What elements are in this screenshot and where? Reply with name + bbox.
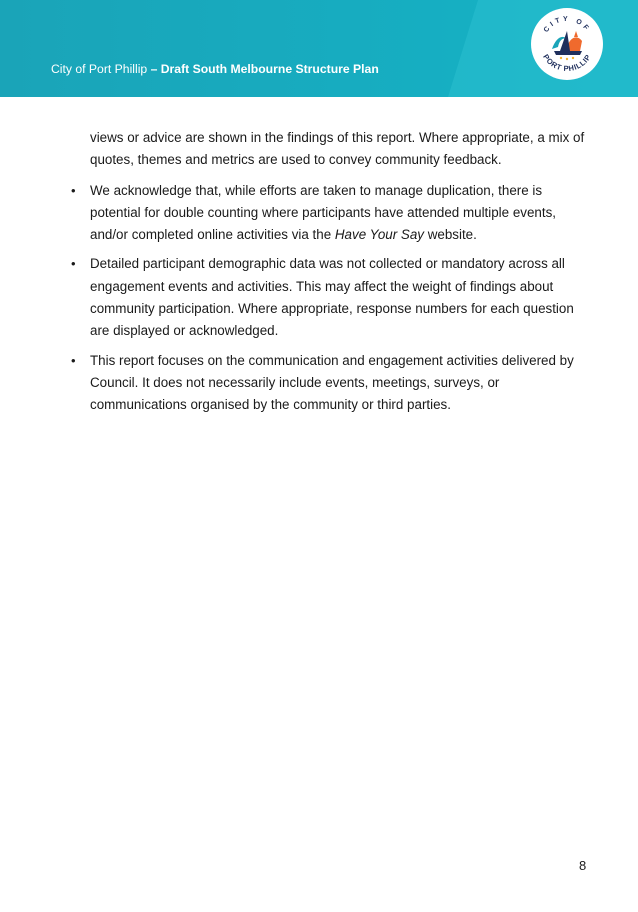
header-title xyxy=(51,62,379,76)
page-content xyxy=(63,127,593,424)
bullet-icon: • xyxy=(71,182,76,198)
bullet-item-scope xyxy=(63,350,593,417)
bullet-text: Detailed participant demographic data was not collected or mandatory across all engagement events and activities. This may affect the weight of findings about community participation. Where appropriate, response numbers for each question are displayed or acknowledged. xyxy=(90,256,574,339)
bullet-text: This report focuses on the communication and engagement activities delivered by Council. It does not necessarily include events, meetings, surveys, or communications organised by the community or third parties. xyxy=(90,352,574,413)
page-header xyxy=(0,0,638,97)
logo-bottom-text: PORT PHILLIP xyxy=(541,52,593,74)
bullet-icon: • xyxy=(71,256,76,272)
page-number: 8 xyxy=(579,858,587,873)
city-of-port-phillip-logo xyxy=(530,7,604,81)
header-org-name: City of Port Phillip xyxy=(51,62,148,76)
bullet-icon: • xyxy=(71,352,76,368)
logo-top-text: CITY OF xyxy=(542,15,592,34)
bullet-item-duplication xyxy=(63,180,593,247)
bullet-text-after: website. xyxy=(423,227,477,243)
bullet-item-demographics xyxy=(63,253,593,342)
header-document-title: – Draft South Melbourne Structure Plan xyxy=(150,62,379,76)
continued-paragraph: views or advice are shown in the findings of this report. Where appropriate, a mix of quotes, themes and metrics are used to convey community feedback. xyxy=(90,130,585,168)
bullet-list xyxy=(63,180,593,417)
bullet-text-emphasis: Have Your Say xyxy=(334,227,424,243)
bullet-text-before: We acknowledge that, while efforts are taken to manage duplication, there is potential for double counting where participants have attended multiple events, and/or completed online activities via the xyxy=(90,182,556,243)
